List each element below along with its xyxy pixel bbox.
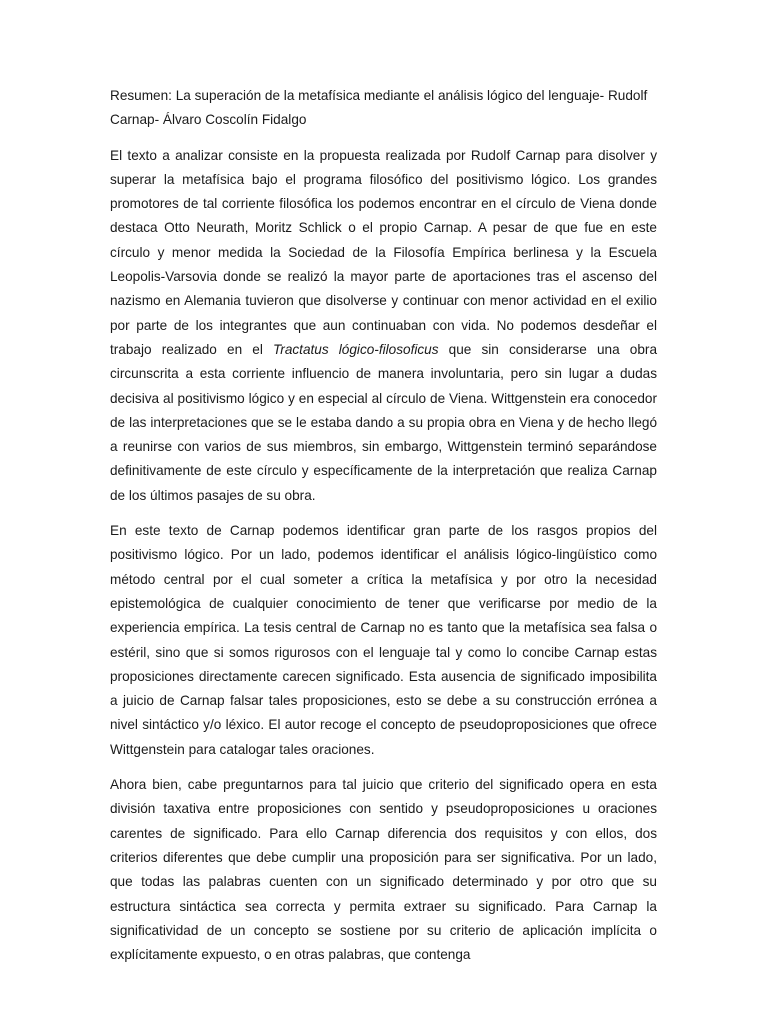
- paragraph-1-text-end: que sin considerarse una obra circunscrita a esta corriente influencio de manera involuntaria, pero sin lugar a dudas decisiva al positivismo lógico y en especial al círculo de Viena. Wittgenstein era conocedor de las interpretaciones que se le estaba dando a su propia obra en Viena y de hecho llegó a reunirse con varios de sus miembros, sin embargo, Wittgenstein terminó separándose definitivamente de este círculo y específicamente de la interpretación que realiza Carnap de los últimos pasajes de su obra.: [110, 341, 658, 503]
- book-title-italic: Tractatus lógico-filosoficus: [273, 341, 439, 357]
- document-title: Resumen: La superación de la metafísica mediante el análisis lógico del lenguaje- Rudolf Carnap- Álvaro Coscolín Fidalgo: [110, 88, 648, 128]
- paragraph-2: En este texto de Carnap podemos identificar gran parte de los rasgos propios del positivismo lógico. Por un lado, podemos identificar el análisis lógico-lingüístico como método central por el cual someter a crítica la metafísica y por otro la necesidad epistemológica de cualquier conocimiento de tener que verificarse por medio de la experiencia empírica. La tesis central de Carnap no es tanto que la metafísica sea falsa o estéril, sino que si somos rigurosos con el lenguaje tal y como lo concibe Carnap estas proposiciones directamente carecen significado. Esta ausencia de significado imposibilita a juicio de Carnap falsar tales proposiciones, esto se debe a su construcción errónea a nivel sintáctico y/o léxico. El autor recoge el concepto de pseudoproposiciones que ofrece Wittgenstein para catalogar tales oraciones.: [110, 523, 657, 757]
- paragraph-1-text-start: El texto a analizar consiste en la propuesta realizada por Rudolf Carnap para disolver y superar la metafísica bajo el programa filosófico del positivismo lógico. Los grandes promotores de tal corriente filosófica los podemos encontrar en el círculo de Viena donde destaca Otto Neurath, Moritz Schlick o el propio Carnap. A pesar de que fue en este círculo y menor medida la Sociedad de la Filosofía Empírica berlinesa y la Escuela Leopolis-Varsovia donde se realizó la mayor parte de aportaciones tras el ascenso del nazismo en Alemania tuvieron que disolverse y continuar con menor actividad en el exilio por parte de los integrantes que aun continuaban con vida. No podemos desdeñar el trabajo realizado en el: [110, 147, 657, 357]
- paragraph-1: [110, 144, 657, 508]
- paragraph-3: Ahora bien, cabe preguntarnos para tal juicio que criterio del significado opera en esta división taxativa entre proposiciones con sentido y pseudoproposiciones u oraciones carentes de significado. Para ello Carnap diferencia dos requisitos y con ellos, dos criterios diferentes que debe cumplir una proposición para ser significativa. Por un lado, que todas las palabras cuenten con un significado determinado y por otro que su estructura sintáctica sea correcta y permita extraer su significado. Para Carnap la significatividad de un concepto se sostiene por su criterio de aplicación implícita o explícitamente expuesto, o en otras palabras, que contenga: [110, 777, 657, 963]
